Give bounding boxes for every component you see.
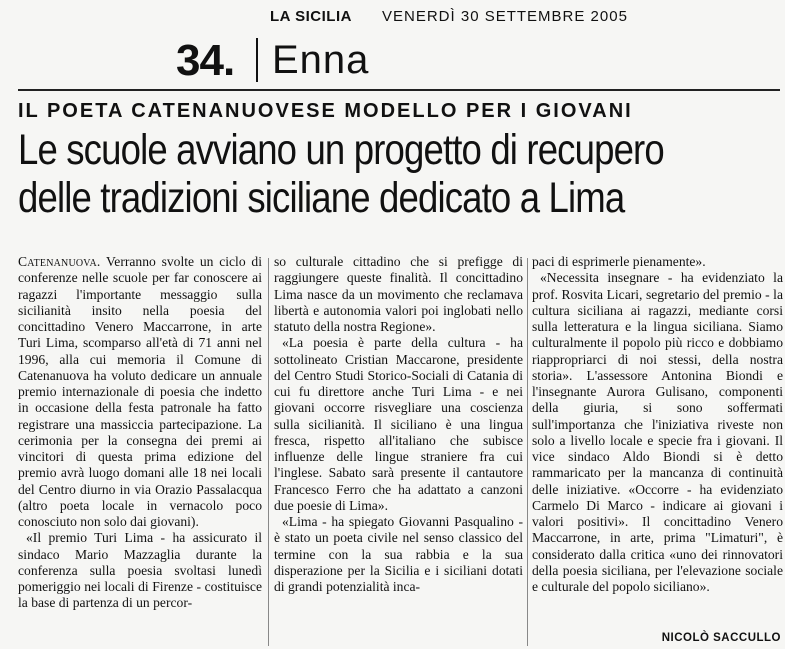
paragraph: «La poesia è parte della cultura - ha sottolineato Cristian Maccarone, presidente del Centro Studi Storico-Sociali di Catania di cui fu direttore anche Turi Lima - e nei giovani occorre risvegliare una coscienza sulla sicilianità. Il siciliano è una lingua fresca, rispetto all'italiano che subisce influenze delle lingue straniere fra cui l'inglese. Sabato sarà presente il cantautore Francesco Ferro che ha adattato a canzoni due poesie di Lima». [274, 335, 523, 513]
byline: NICOLÒ SACCULLO [661, 632, 781, 644]
headline-line-2: delle tradizioni siciliane dedicato a Lima [18, 174, 625, 222]
paragraph: «Lima - ha spiegato Giovanni Pasqualino - è stato un poeta civile nel senso classico del termine con la sua rabbia e la sua disperazione per la Sicilia e i siciliani dotati di grandi potenzialità inca- [274, 514, 523, 594]
column-divider [527, 258, 528, 646]
headline [18, 126, 783, 222]
page-header [176, 36, 776, 86]
paragraph: «Il premio Turi Lima - ha assicurato il sindaco Mario Mazzaglia durante la conferenza sulla poesia svoltasi lunedì pomeriggio nei locali di Firenze - costituisce la base di partenza di un percor- [18, 530, 262, 611]
paragraph: «Necessita insegnare - ha evidenziato la prof. Rosvita Licari, segretario del premio - la cultura siciliana ai ragazzi, mediante corsi sulla letteratura e la lingua siciliana. Siamo culturalmente il popolo più ricco e dobbiamo riappropriarci di noi stessi, della nostra storia». L'assessore Antonina Biondi e l'insegnante Aurora Gulisano, componenti della giuria, si sono soffermati sull'importanza che l'iniziativa riveste non solo a livello locale e specie fra i giovani. Il vice sindaco Aldo Biondi si è detto rammaricato per la mancanza di continuità delle iniziative. «Occorre - ha evidenziato Carmelo Di Marco - indicare ai giovani i valori positivi». Il concittadino Venero Maccarrone, in arte, prima "Limaturi", è considerato dalla critica «uno dei rinnovatori della poesia siciliana, per l'elevazione sociale e culturale del popolo siciliano». [532, 270, 783, 594]
newspaper-name: LA SICILIA [270, 8, 352, 25]
paragraph [18, 254, 262, 530]
issue-date: VENERDÌ 30 SETTEMBRE 2005 [382, 8, 628, 25]
article-column-3 [532, 254, 783, 595]
kicker: IL POETA CATENANUOVESE MODELLO PER I GIOVANI [18, 100, 633, 122]
paragraph: paci di esprimerle pienamente». [532, 254, 706, 269]
header-divider [256, 38, 258, 82]
headline-line-1: Le scuole avviano un progetto di recupero [18, 126, 664, 174]
section-title: Enna [272, 38, 370, 82]
article-column-2 [274, 254, 523, 595]
dateline: Catenanuova. [18, 254, 101, 269]
article-body [18, 254, 783, 646]
column-divider [268, 258, 269, 646]
paragraph: so culturale cittadino che si prefigge di raggiungere queste finalità. Il concittadino Lima nasce da un movimento che reclamava libertà e autonomia valori poi inglobati nello statuto della nostra Regione». [274, 254, 523, 334]
paragraph-text: Verranno svolte un ciclo di conferenze nelle scuole per far conoscere ai ragazzi l'importante messaggio sulla sicilianità insito nella poesia del concittadino Venero Maccarrone, in arte Turi Lima, scomparso all'età di 71 anni nel 1996, alla cui memoria il Comune di Catenanuova ha voluto dedicare un annuale premio internazionale di poesia che indetto in occasione della festa patronale ha fatto registrare una massiccia partecipazione. La cerimonia per la consegna dei premi ai vincitori di questa prima edizione del premio avrà luogo domani alle 18 nei locali del Centro diurno in via Orazio Passalacqua (altro poeta locale in vernacolo poco conosciuto non solo dai giovani). [18, 254, 262, 529]
article-column-1 [18, 254, 262, 612]
header-rule [18, 89, 780, 91]
masthead [270, 6, 780, 26]
page-number: 34. [176, 36, 235, 85]
